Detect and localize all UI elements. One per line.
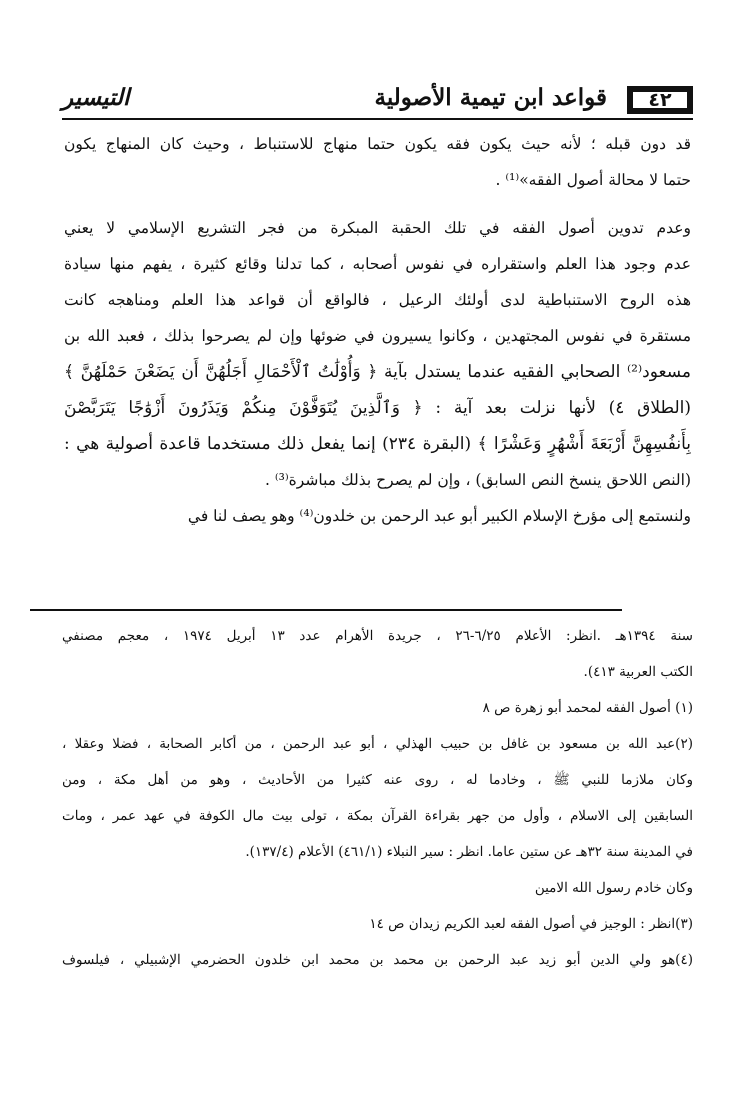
footnote-line: سنة ١٣٩٤هـ .انظر: الأعلام ٦/٢٥-٢٦ ، جريدة الأهرام عدد ١٣ أبريل ١٩٧٤ ، معجم مصنفي — [62, 628, 693, 644]
footnote-line: وكان خادم رسول الله الامين — [534, 880, 693, 896]
paragraph-gap — [64, 198, 691, 210]
footnote-line: الكتب العربية ٤١٣). — [583, 664, 693, 680]
page-number: ٤٢ — [632, 91, 688, 109]
footnote-line: (١) أصول الفقه لمحمد أبو زهرة ص ٨ — [482, 700, 693, 716]
running-header — [62, 82, 693, 120]
book-title: قواعد ابن تيمية الأصولية — [374, 84, 607, 111]
footnote-line: (٢)عبد الله بن مسعود بن غافل بن حبيب الهذلي ، أبو عبد الرحمن ، من أكابر الصحابة ، فضلا وعقلا ، — [62, 736, 693, 752]
body-line: قد دون قبله ؛ لأنه حيث يكون فقه يكون حتما منهاج للاستنباط ، وحيث كان المنهاج يكون — [64, 135, 691, 153]
publisher-logo: التيسير — [62, 84, 130, 111]
page-number-box — [627, 86, 693, 114]
body-line-quran: (الطلاق ٤) لأنها نزلت بعد آية : ﴿ وَٱلَّذِينَ يُتَوَفَّوْنَ مِنكُمْ وَيَذَرُونَ أَزْوَٰجًا يَتَرَبَّصْنَ — [64, 398, 691, 418]
body-line-quran: مسعود⁽²⁾ الصحابي الفقيه عندما يستدل بآية ﴿ وَأُوْلَٰتُ ٱلْأَحْمَالِ أَجَلُهُنَّ أَن يَضَعْنَ حَمْلَهُنَّ ﴾ — [64, 362, 691, 382]
footnote-line: وكان ملازما للنبي ﷺ ، وخادما له ، روى عنه كثيرا من الأحاديث ، وهو من أهل مكة ، ومن — [62, 772, 693, 788]
footnote-separator — [30, 609, 622, 611]
body-line-quran: بِأَنفُسِهِنَّ أَرْبَعَةَ أَشْهُرٍ وَعَشْرًا ﴾ (البقرة ٢٣٤) إنما يفعل ذلك مستخدما قاعدة أصولية هي : — [64, 434, 691, 454]
main-text — [64, 126, 691, 534]
body-line: (النص اللاحق ينسخ النص السابق) ، وإن لم يصرح بذلك مباشرة⁽³⁾ . — [264, 471, 691, 489]
footnote-line: في المدينة سنة ٣٢هـ عن ستين عاما. انظر : سير النبلاء (٤٦١/١) الأعلام (١٣٧/٤). — [245, 844, 693, 860]
footnote-line: السابقين إلى الاسلام ، وأول من جهر بقراءة القرآن بمكة ، تولى بيت مال الكوفة في عهد عمر ، ومات — [62, 808, 693, 824]
body-line: حتما لا محالة أصول الفقه»⁽¹⁾ . — [495, 171, 691, 189]
footnote-line: (٤)هو ولي الدين أبو زيد عبد الرحمن بن محمد بن محمد ابن خلدون الحضرمي الإشبيلي ، فيلسوف — [62, 952, 693, 968]
body-line: عدم وجود هذا العلم واستقراره في نفوس أصحابه ، كما تدلنا وقائع كثيرة ، يفهم منها سيادة — [64, 255, 691, 273]
body-line: هذه الروح الاستنباطية لدى أولئك الرعيل ، فالواقع أن قواعد هذا العلم ومناهجه كانت — [64, 291, 691, 309]
body-line: مستقرة في نفوس المجتهدين ، وكانوا يسيرون في ضوئها وإن لم يصرحوا بذلك ، فعبد الله بن — [64, 327, 691, 345]
header-rule — [62, 118, 693, 120]
body-line: ولنستمع إلى مؤرخ الإسلام الكبير أبو عبد الرحمن بن خلدون⁽⁴⁾ وهو يصف لنا في — [187, 507, 691, 525]
body-line: وعدم تدوين أصول الفقه في تلك الحقبة المبكرة من فجر التشريع الإسلامي لا يعني — [64, 219, 691, 237]
footnotes — [62, 618, 693, 978]
footnote-line: (٣)انظر : الوجيز في أصول الفقه لعبد الكريم زيدان ص ١٤ — [369, 916, 693, 932]
